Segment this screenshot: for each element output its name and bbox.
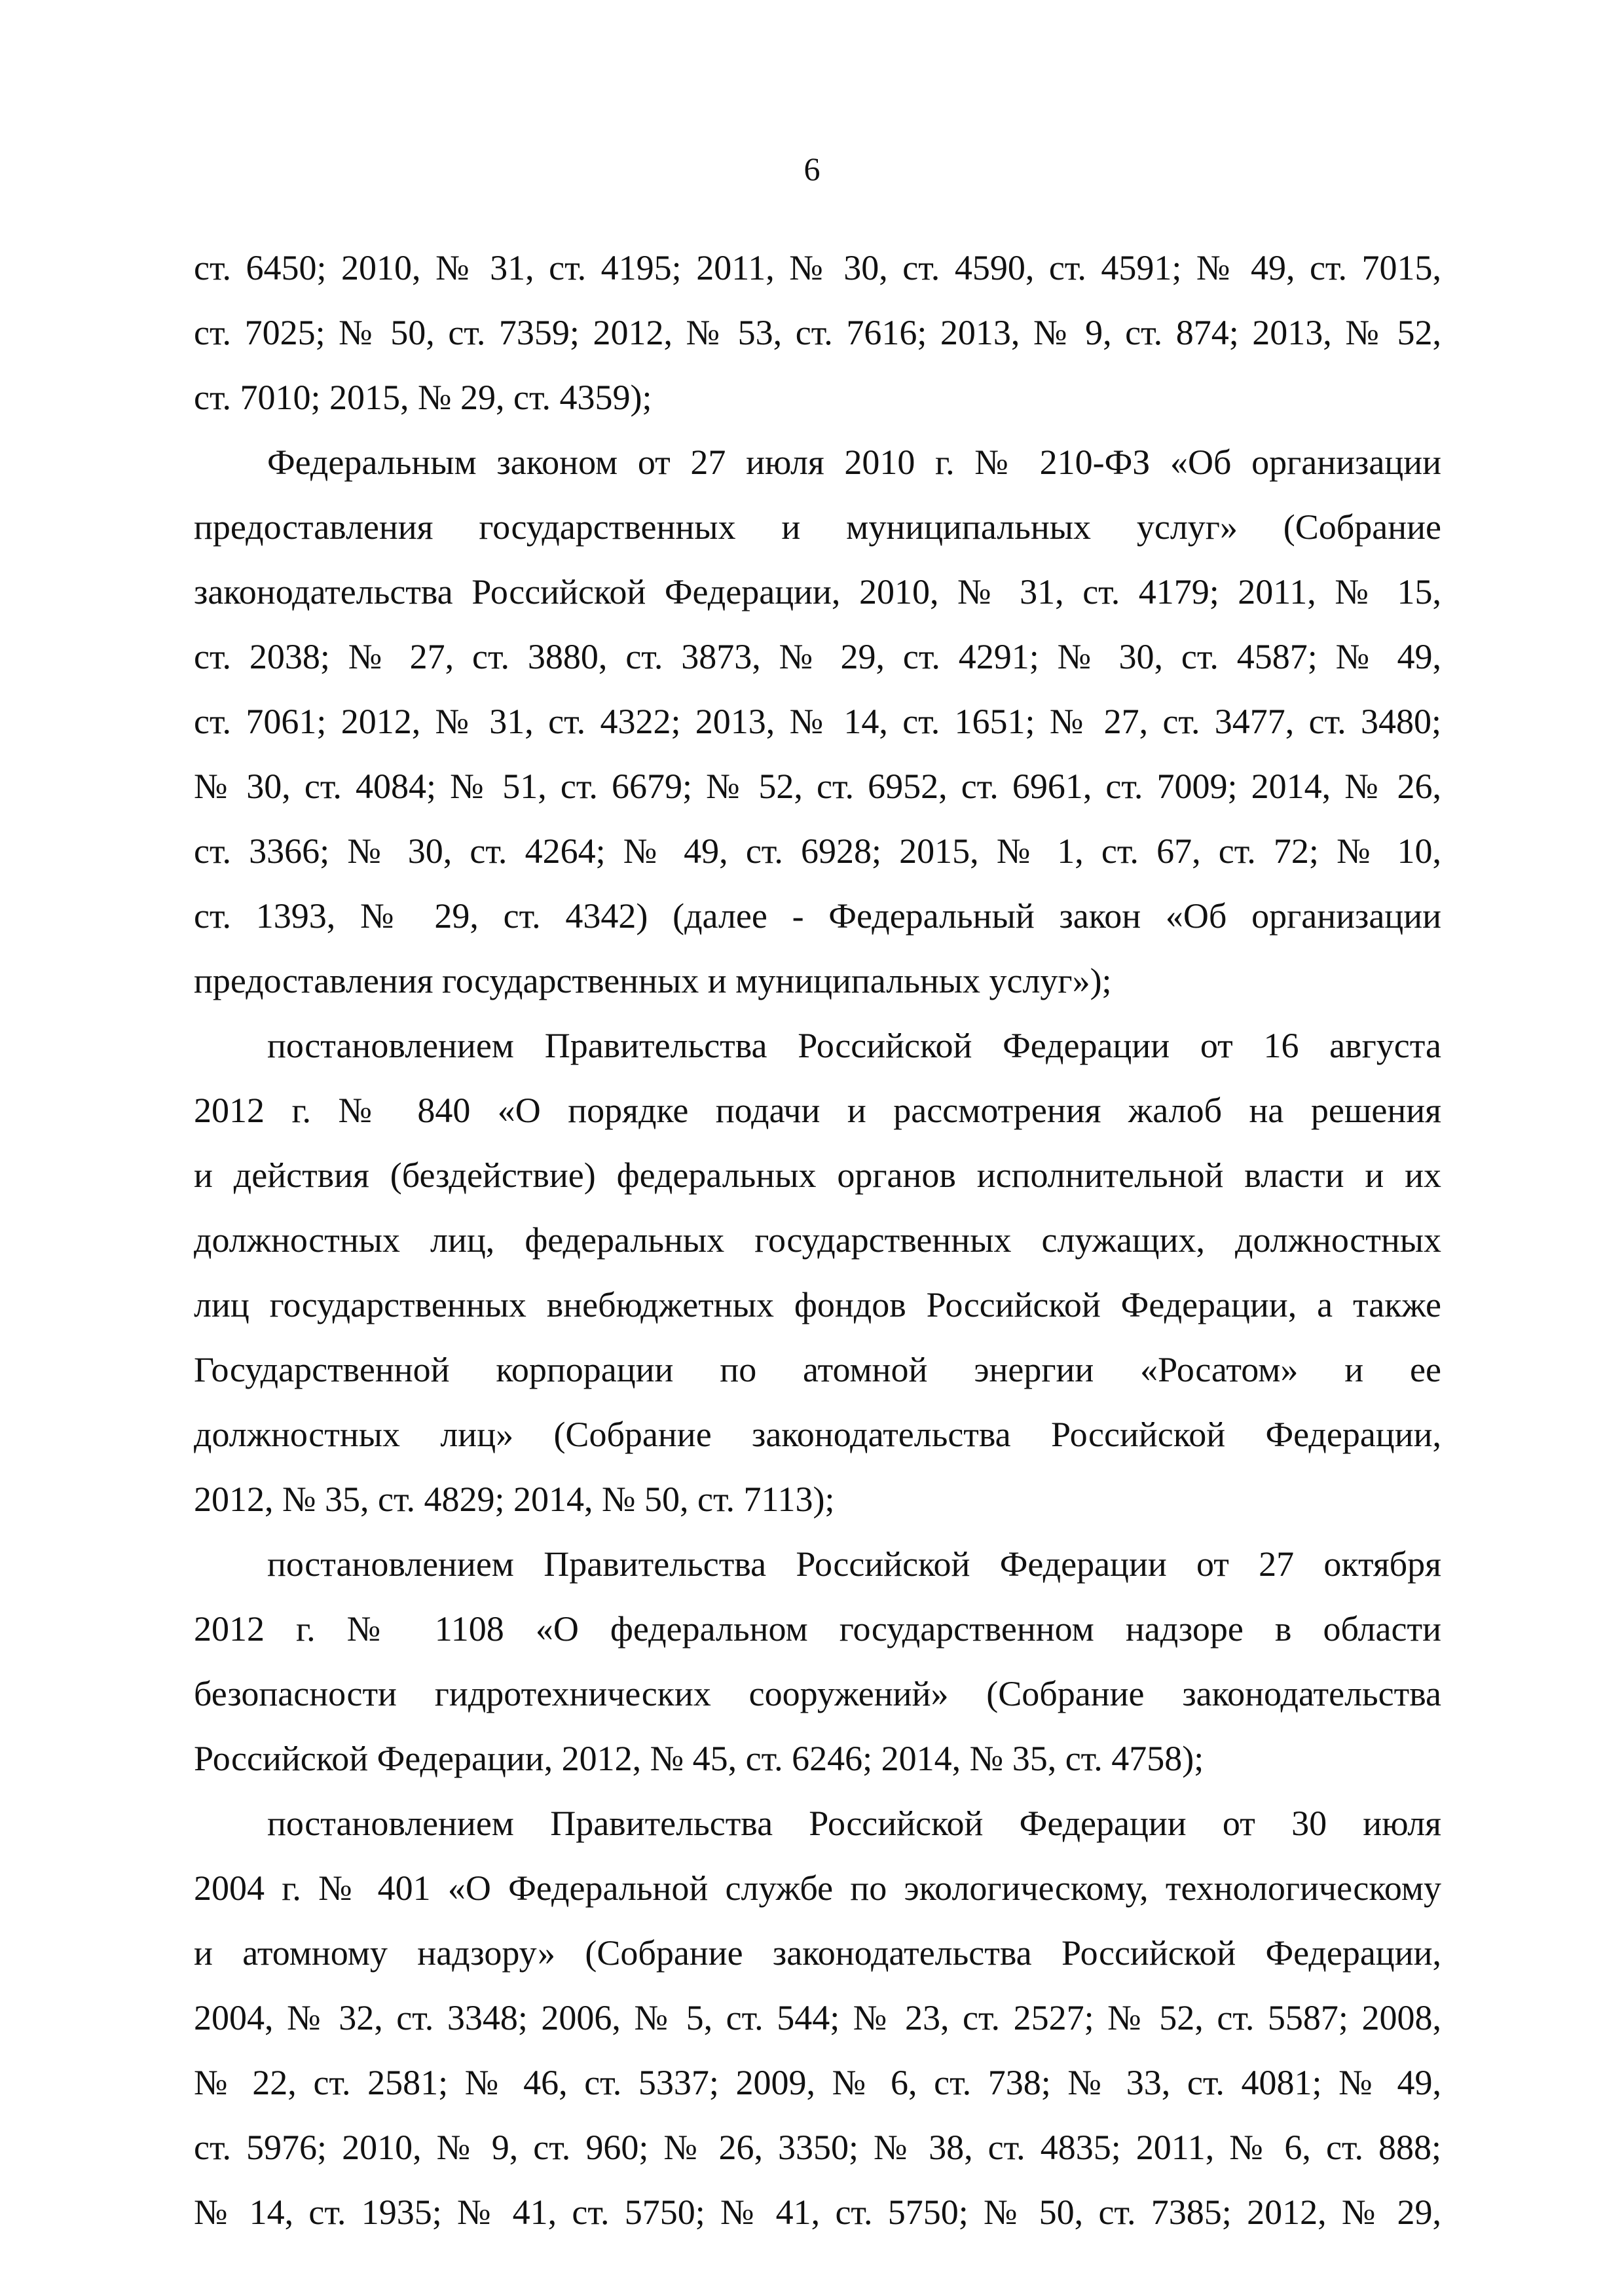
text-line: 2004, № 32, ст. 3348; 2006, № 5, ст. 544; № 23, ст. 2527; № 52, ст. 5587; 2008, [194, 1998, 1441, 2037]
text-line: ст. 6450; 2010, № 31, ст. 4195; 2011, № 30, ст. 4590, ст. 4591; № 49, ст. 7015, [194, 248, 1441, 287]
text-line: № 30, ст. 4084; № 51, ст. 6679; № 52, ст. 6952, ст. 6961, ст. 7009; 2014, № 26, [194, 767, 1441, 806]
text-line: 2012 г. № 1108 «О федеральном государственном надзоре в области [194, 1609, 1441, 1649]
text-line: и действия (бездействие) федеральных органов исполнительной власти и их [194, 1156, 1441, 1195]
text-line: 2012 г. № 840 «О порядке подачи и рассмотрения жалоб на решения [194, 1091, 1441, 1130]
text-line: ст. 7025; № 50, ст. 7359; 2012, № 53, ст. 7616; 2013, № 9, ст. 874; 2013, № 52, [194, 313, 1441, 352]
text-line: предоставления государственных и муниципальных услуг»); [194, 961, 1112, 1000]
text-line: законодательства Российской Федерации, 2010, № 31, ст. 4179; 2011, № 15, [194, 572, 1441, 611]
text-line: постановлением Правительства Российской Федерации от 30 июля [267, 1804, 1441, 1843]
text-line: Российской Федерации, 2012, № 45, ст. 6246; 2014, № 35, ст. 4758); [194, 1739, 1204, 1778]
page-number: 6 [803, 151, 821, 187]
text-line: 2012, № 35, ст. 4829; 2014, № 50, ст. 7113); [194, 1480, 835, 1519]
text-line: ст. 7010; 2015, № 29, ст. 4359); [194, 378, 652, 417]
text-line: безопасности гидротехнических сооружений» (Собрание законодательства [194, 1674, 1441, 1713]
text-line: Государственной корпорации по атомной энергии «Росатом» и ее [194, 1350, 1441, 1389]
text-line: Федеральным законом от 27 июля 2010 г. № 210-ФЗ «Об организации [267, 443, 1441, 482]
text-line: должностных лиц, федеральных государственных служащих, должностных [194, 1220, 1441, 1260]
document-body [194, 236, 1441, 2245]
text-line: ст. 3366; № 30, ст. 4264; № 49, ст. 6928; 2015, № 1, ст. 67, ст. 72; № 10, [194, 831, 1441, 871]
text-line: и атомному надзору» (Собрание законодательства Российской Федерации, [194, 1933, 1441, 1973]
text-line: 2004 г. № 401 «О Федеральной службе по экологическому, технологическому [194, 1868, 1441, 1908]
text-line: лиц государственных внебюджетных фондов Российской Федерации, а также [194, 1285, 1441, 1324]
text-line: предоставления государственных и муниципальных услуг» (Собрание [194, 507, 1441, 547]
text-line: ст. 5976; 2010, № 9, ст. 960; № 26, 3350; № 38, ст. 4835; 2011, № 6, ст. 888; [194, 2128, 1441, 2167]
text-line: ст. 1393, № 29, ст. 4342) (далее - Федеральный закон «Об организации [194, 896, 1441, 936]
text-line: должностных лиц» (Собрание законодательства Российской Федерации, [194, 1415, 1441, 1454]
text-line: постановлением Правительства Российской Федерации от 16 августа [267, 1026, 1441, 1065]
text-line: № 14, ст. 1935; № 41, ст. 5750; № 41, ст. 5750; № 50, ст. 7385; 2012, № 29, [194, 2193, 1441, 2232]
text-line: № 22, ст. 2581; № 46, ст. 5337; 2009, № 6, ст. 738; № 33, ст. 4081; № 49, [194, 2063, 1441, 2102]
text-line: постановлением Правительства Российской Федерации от 27 октября [267, 1544, 1441, 1584]
text-line: ст. 2038; № 27, ст. 3880, ст. 3873, № 29, ст. 4291; № 30, ст. 4587; № 49, [194, 637, 1441, 676]
text-line: ст. 7061; 2012, № 31, ст. 4322; 2013, № 14, ст. 1651; № 27, ст. 3477, ст. 3480; [194, 702, 1441, 741]
